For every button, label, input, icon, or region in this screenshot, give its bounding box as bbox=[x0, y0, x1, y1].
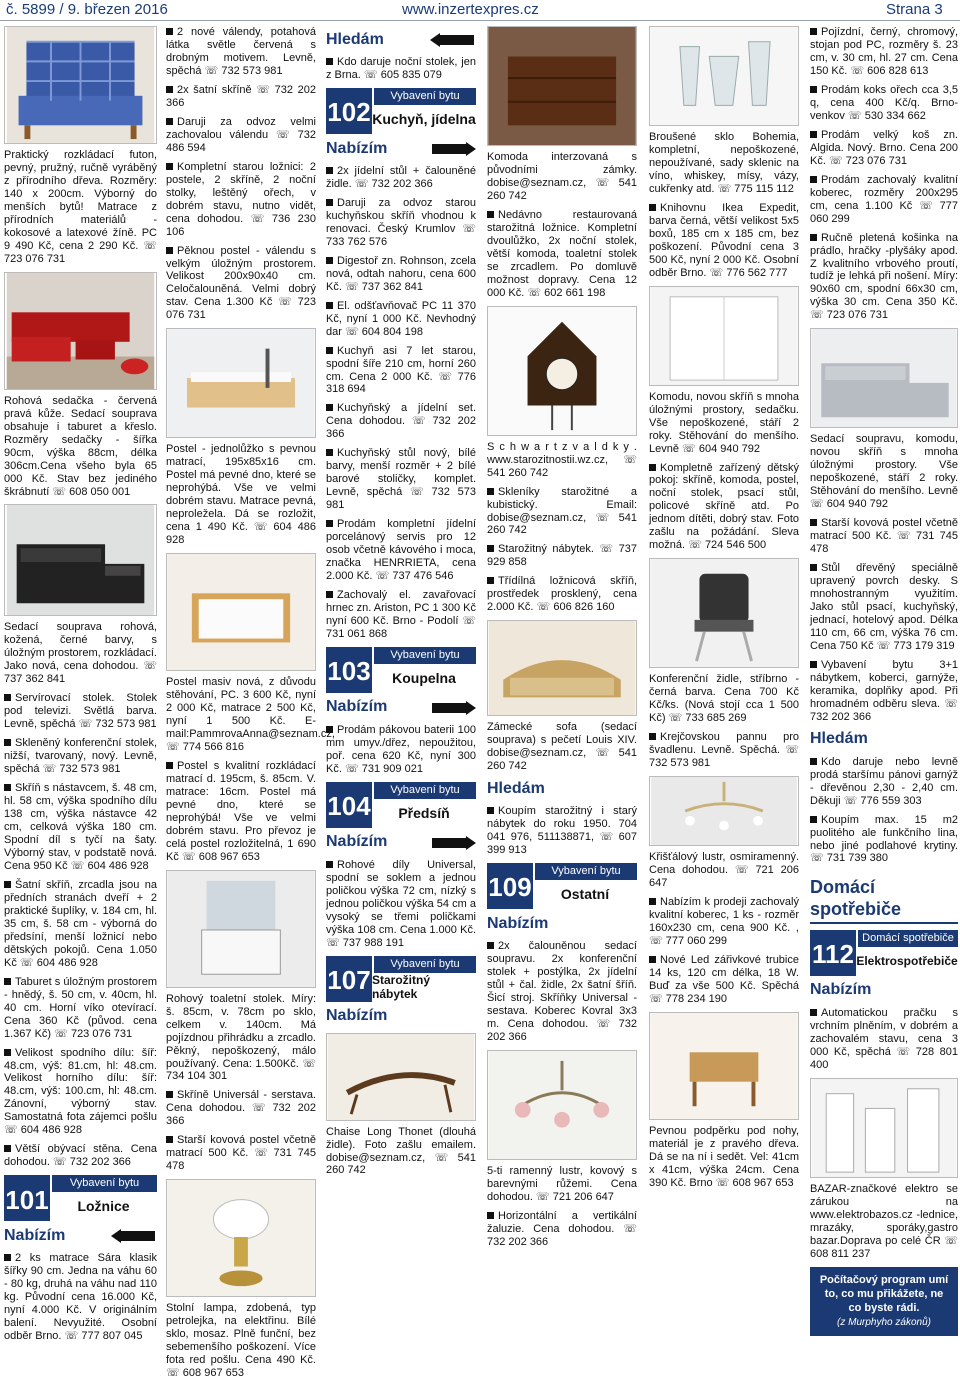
photo-chandelier bbox=[487, 1050, 637, 1160]
ad-text: 2 ks matrace Sára klasik šířky 90 cm. Jedna na váhu 60 - 80 kg, druhá na váhu nad 110 kg. Původní cena 16.000 Kč, nyní 4.000 Kč. V originálním balení. Nevyužité. Osobní odběr Brno. ☏ 777 807 045 bbox=[4, 1252, 157, 1343]
photo-crystal-chandelier bbox=[649, 776, 799, 846]
offer-label: Nabízím bbox=[487, 914, 549, 932]
offer-label: Nabízím bbox=[326, 1007, 388, 1025]
wanted-header bbox=[487, 779, 637, 799]
arrow-right-icon bbox=[430, 142, 476, 156]
photo-appliances bbox=[810, 1078, 958, 1178]
section-104 bbox=[326, 782, 476, 852]
promo-line: co byste rádi. bbox=[848, 1302, 920, 1315]
promo-box bbox=[810, 1267, 958, 1336]
section-102 bbox=[326, 88, 476, 158]
ad-text: Postel s kvalitní rozkládací matrací d. 195cm, š. 85cm. V. matrace: 16cm. Postel má pevné dno, které se neprohýbá! Vše ve velmi dobrém stavu. Pro převoz je celá postel rozložitelná, 1 690 Kč ☏ 608 967 653 bbox=[166, 759, 316, 863]
ad-text: Šatní skříň, zrcadla jsou na předních stranách dveří + 2 praktické šuplíky, v. 184 cm, hl. 35 cm, š. 58 cm - výborná do předsíní, menší ložnicí nebo dětských pokojů. Cena 1.050 Kč ☏ 604 486 928 bbox=[4, 878, 157, 969]
ad-text: Skleníky starožitné a kubistický. Email: dobise@seznam.cz, ☏ 541 260 742 bbox=[487, 485, 637, 537]
ad-text: 2x šatní skříně ☏ 732 202 366 bbox=[166, 83, 316, 109]
ad-text: Sedací souprava rohová, kožená, černé barvy, s úložným prostorem, rozkládací. Jako nová, cena dohodou. ☏ 737 362 841 bbox=[4, 621, 157, 686]
section-number: 104 bbox=[326, 782, 372, 828]
ad-text: Zachovalý el. zavařovací hrnec zn. Ariston, PC 1 300 Kč nyní 600 Kč. Brno - Podolí ☏ 731 061 868 bbox=[326, 589, 476, 640]
column-6 bbox=[810, 26, 958, 1336]
section-112 bbox=[810, 930, 958, 1000]
promo-source: (z Murphyho zákonů) bbox=[837, 1317, 931, 1329]
ad-text: Kompletní starou ložnici: 2 postele, 2 skříně, 2 noční stolky, leštěný ořech, v dobrém stavu, nutno vidět, cena dohodou. ☏ 736 230 106 bbox=[166, 160, 316, 238]
wanted-label: Hledám bbox=[326, 30, 384, 48]
column-2 bbox=[166, 26, 335, 1386]
ad-text: Rohové díly Universal, spodní se soklem a jednou poličkou výška 72 cm, nízký s jednou poličkou výška 54 cm a vysoký se třemi poličkami výška 108 cm. Cena 1.000 Kč. ☏ 737 988 191 bbox=[326, 858, 476, 949]
section-number: 107 bbox=[326, 956, 372, 1002]
photo-bed bbox=[166, 328, 316, 438]
column-3 bbox=[326, 26, 476, 1183]
arrow-left-icon bbox=[111, 1229, 157, 1243]
section-number: 109 bbox=[487, 863, 533, 909]
section-category: Vybavení bytu bbox=[52, 1175, 157, 1192]
wanted-header bbox=[810, 730, 958, 750]
section-category: Vybavení bytu bbox=[374, 956, 476, 973]
ad-text: Konferenční židle, stříbrno - černá barva. Cena 700 Kč Kč/ks. (Nová stojí cca 1 500 Kč) ☏ 733 685 269 bbox=[649, 673, 799, 725]
section-number: 101 bbox=[4, 1175, 50, 1221]
ad-text: Broušené sklo Bohemia, kompletní, nepoškozené, nepoužívané, sady sklenic na víno, whiskey, mísy, vázy, cukřenky atd. ☏ 775 115 112 bbox=[649, 131, 799, 195]
ad-text: S c h w a r t z v a l d k y . www.starozitnostii.wz.cz, ☏ 541 260 742 bbox=[487, 440, 637, 479]
column-4 bbox=[487, 26, 637, 1255]
section-number: 102 bbox=[326, 88, 372, 134]
section-category: Domácí spotřebiče bbox=[858, 930, 958, 947]
photo-grey-sofa bbox=[810, 328, 958, 428]
photo-wooden-bed bbox=[166, 553, 316, 671]
ad-text: Servírovací stolek. Stolek pod televizi. Světlá barva. Levně, spěchá ☏ 732 573 981 bbox=[4, 692, 157, 731]
section-101 bbox=[4, 1175, 157, 1245]
ad-text: Nedávno restaurovaná starožitná ložnice. Kompletní dvoulůžko, 2x noční stolek, větší komoda, toaletní stolek se zrcadlem. Po domluvě možnost dopravy. Cena 12 000 Kč. ☏ 602 661 198 bbox=[487, 208, 637, 299]
wanted-label: Hledám bbox=[810, 730, 868, 748]
ad-text: Křišťálový lustr, osmiramenný. Cena dohodou. ☏ 721 206 647 bbox=[649, 851, 799, 889]
section-name: Starožitný nábytek bbox=[372, 972, 431, 1002]
promo-line: Počítačový program umí bbox=[819, 1273, 949, 1286]
arrow-right-icon bbox=[430, 836, 476, 850]
ad-text: Automatickou pračku s vrchním plněním, v dobrém a zachovalém stavu, cena 3 000 Kč, spěchá ☏ 728 801 400 bbox=[810, 1006, 958, 1071]
ad-text: Skříň s nástavcem, š. 48 cm, hl. 58 cm, výška spodního dílu 138 cm, výška nástavce 42 cm, celková výška 180 cm. Spodní díl s tyčí na šaty. Výborný stav, v podstatě nová. Cena 950 Kč ☏ 604 486 928 bbox=[4, 782, 157, 872]
ad-text: Taburet s úložným prostorem - hnědý, š. 50 cm, v. 40cm, hl. 40 cm. Horní víko otevírací. Cena 360 Kč (původ. cena 1.367 Kč) ☏ 723 076 731 bbox=[4, 975, 157, 1040]
ad-text: Prodám zachovalý kvalitní koberec, rozměry 200x295 cm, cena 1.100 Kč ☏ 777 060 299 bbox=[810, 173, 958, 225]
column-5 bbox=[649, 26, 799, 1196]
photo-oil-lamp bbox=[166, 1179, 316, 1297]
ad-text: Ručně pletená košinka na prádlo, hračky -plyšáky apod. Z kvalitního vrbového proutí, tudíž je lehká při nošení. Míry: 90x60 cm, spodní 66x30 cm, výška 30 cm. Cena 350 Kč. ☏ 723 076 731 bbox=[810, 231, 958, 322]
ad-text: Pevnou podpěrku pod nohy, materiál je z pravého dřeva. Dá se na ní i sedět. Vel: 41cm x 41cm, výška 24cm. Cena 390 Kč. Brno ☏ 608 967 653 bbox=[649, 1124, 799, 1189]
ad-text: Kdo daruje noční stolek, jen z Brna. ☏ 605 835 079 bbox=[326, 56, 476, 81]
ad-text: Digestoř zn. Rohnson, zcela nová, odtah nahoru, cena 600 Kč. ☏ 737 362 841 bbox=[326, 254, 476, 293]
photo-dresser bbox=[487, 26, 637, 146]
photo-black-sofa bbox=[4, 504, 157, 616]
ad-text: Velikost spodního dílu: šíř: 48.cm, výš: 81.cm, hl: 48.cm. Velikost horního dílu: šíř: 48.cm, výš: 100.cm, hl: 48.cm. Zánovní, výborný stav. Samostatná fota zájemci pošlu ☏ 604 486 928 bbox=[4, 1046, 157, 1137]
ad-text: Starší kovová postel včetně matrací 500 Kč. ☏ 731 745 478 bbox=[810, 517, 958, 556]
ad-text: Rohová sedačka - červená pravá kůže. Sedací souprava obsahuje i taburet a křeslo. Rozměry sedačky - šířka 90cm, výška 88cm, délka 306cm.Cena všeho byla 65 000 Kč. Stav bez jediného škrábnutí ☏ 608 050 001 bbox=[4, 394, 157, 498]
offer-label: Nabízím bbox=[810, 981, 872, 999]
ad-text: Skříně Universál - serstava. Cena dohodou. ☏ 732 202 366 bbox=[166, 1089, 316, 1128]
ad-text: Koupím starožitný i starý nábytek do roku 1950. 704 041 976, 511138871, ☏ 607 399 913 bbox=[487, 805, 637, 857]
section-name: Předsíň bbox=[398, 805, 450, 821]
arrow-left-icon bbox=[430, 33, 476, 47]
ad-text: Komodu, novou skříň s mnoha úložnými prostory, sedačku. Vše nepoškozené, stáří 2 roky. Stěhování do menšího. Levně ☏ 604 940 792 bbox=[649, 390, 799, 455]
arrow-right-icon bbox=[430, 701, 476, 715]
ad-text: El. odšťavňovač PC 11 370 Kč, nyní 1 000 Kč. Nevhodný dar ☏ 604 804 198 bbox=[326, 299, 476, 338]
ad-text: Prodám pákovou baterii 100 mm umyv./dřez, nepoužitou, poř. cena 620 Kč, nyní 300 Kč. ☏ 731 909 021 bbox=[326, 723, 476, 775]
wanted-header bbox=[326, 30, 476, 50]
section-category: Vybavení bytu bbox=[374, 782, 476, 799]
ad-text: Praktický rozkládací futon, pevný, pružný, ručně vyráběný z přírodního dřeva. Rozměry: 140 x 200cm. Výborný do menších bytů! Matrace z přírodních materiálů - kokosové a latexové žíně. PC 9 490 Kč, cena 2 290 Kč. ☏ 723 076 731 bbox=[4, 149, 157, 265]
section-category: Vybavení bytu bbox=[535, 863, 637, 880]
ad-text: Starší kovová postel včetně matrací 500 Kč. ☏ 731 745 478 bbox=[166, 1134, 316, 1173]
ad-text: Prodám velký koš zn. Algida. Nový. Brno. Cena 200 Kč. ☏ 723 076 731 bbox=[810, 128, 958, 167]
section-name: Koupelna bbox=[392, 670, 456, 687]
ad-text: Postel masiv nová, z důvodu stěhování, PC. 3 600 Kč, nyní 2 000 Kč, matrace 2 500 Kč, nyní 1 500 Kč. E-mail:PammrovaAnna@seznam.cz, ☏ 774 566 816 bbox=[166, 676, 335, 753]
ad-text: Chaise Long Thonet (dlouhá židle). Foto zašlu emailem. dobise@seznam.cz, ☏ 541 260 742 bbox=[326, 1125, 476, 1177]
photo-footrest bbox=[649, 1012, 799, 1120]
ad-text: Prodám kompletní jídelní porcelánový servis pro 12 osob včetně kávového i moca, značka HENRRIETA, cena 2.000 Kč. ☏ 737 476 546 bbox=[326, 518, 476, 583]
ad-text: Daruji za odvoz starou kuchyňskou skříň vhodnou k renovaci. Český Krumlov ☏ 733 762 576 bbox=[326, 196, 476, 248]
ad-text: 2x jídelní stůl + čalouněné židle. ☏ 732 202 366 bbox=[326, 164, 476, 190]
photo-chaise-long bbox=[326, 1033, 476, 1121]
ad-text: Vybavení bytu 3+1 nábytkem, koberci, garnýže, keramika, doplňky apod. Při hromadném odběru sleva. ☏ 732 202 366 bbox=[810, 658, 958, 723]
offer-label: Nabízím bbox=[326, 833, 388, 851]
ad-text: Kuchyň asi 7 let starou, spodní šíře 210 cm, horní 260 cm. Cena 2 000 Kč. ☏ 776 318 694 bbox=[326, 344, 476, 396]
ad-text: Rohový toaletní stolek. Míry: š. 85cm, v. 78cm po sklo, celkem v. 140cm. Má pojízdnou přihrádku a zrcadlo. Pěkný, nepoškozený, málo používaný. Cena: 1.500Kč. ☏ 734 104 301 bbox=[166, 992, 316, 1083]
ad-text: Kompletně zařízený dětský pokoj: skříně, komoda, postel, noční stolek, psací stůl, policové skříně atd. Po jednom dítěti, dobrý stav. Foto zašlu na požádání. Sleva možná. ☏ 724 546 500 bbox=[649, 461, 799, 552]
photo-crystal-glass bbox=[649, 26, 799, 126]
ad-text: Krejčovskou pannu pro švadlenu. Levně. Spěchá. ☏ 732 573 981 bbox=[649, 731, 799, 770]
ad-text: BAZAR-značkové elektro se zárukou na www.elektrobazos.cz -lednice, mrazáky, sporáky,gastro bazar.Doprava po celé ČR ☏ 608 811 237 bbox=[810, 1182, 958, 1260]
ad-text: Kuchyňský a jídelní set. Cena dohodou. ☏ 732 202 366 bbox=[326, 402, 476, 441]
ad-text: Skleněný konferenční stolek, nižší, tvarovaný, nový. Levně, spěchá ☏ 732 573 981 bbox=[4, 737, 157, 776]
offer-label: Nabízím bbox=[4, 1226, 66, 1244]
section-number: 103 bbox=[326, 647, 372, 693]
section-name: Kuchyň, jídelna bbox=[372, 111, 476, 128]
ad-text: Horizontální a vertikální žaluzie. Cena dohodou. ☏ 732 202 366 bbox=[487, 1209, 637, 1248]
section-category: Vybavení bytu bbox=[374, 88, 476, 105]
ad-text: Stůl dřevěný speciálně upravený povrch desky. S mnohostranným využitím. Jako stůl psací, kuchyňský, jednací, hotelový apod. Délka 110 cm, 66 cm, výška 76 cm. Cena 750 Kč ☏ 773 179 319 bbox=[810, 562, 958, 652]
ad-text: Sedací soupravu, komodu, novou skříň s mnoha úložnými prostory. Vše nepoškozené, stáří 2 roky. Stěhování do menšího. Levně ☏ 604 940 792 bbox=[810, 433, 958, 511]
section-name: Elektrospotřebiče bbox=[856, 954, 958, 969]
photo-cuckoo-clock bbox=[487, 306, 637, 436]
section-name: Ostatní bbox=[560, 886, 610, 903]
ad-text: Kuchyňský stůl nový, bílé barvy, menší rozměr + 2 bílé barové stoličky, komplet. Levně, spěchá ☏ 732 573 981 bbox=[326, 447, 476, 512]
ad-text: Stolní lampa, zdobená, typ petrolejka, na elektřinu. Bílé sklo, mosaz. Plně funční, bez sebemenšího poškození. Více fota red pošlu. Cena 490 Kč. ☏ 608 967 653 bbox=[166, 1302, 316, 1380]
promo-line: to, co mu přikážete, ne bbox=[824, 1287, 944, 1300]
ad-text: Kdo daruje nebo levně prodá staršímu pánovi garnýž - dřevěnou 2,30 - 2,40 cm. Děkuji ☏ 776 559 303 bbox=[810, 755, 958, 807]
photo-vanity-table bbox=[166, 870, 316, 988]
ad-text: Pojízdní, černý, chromový, stojan pod PC, rozměry š. 23 cm, v. 30 cm, hl. 27 cm. Cena 150 Kč. ☏ 606 828 613 bbox=[810, 26, 958, 77]
appliances-heading: Domácí spotřebiče bbox=[810, 871, 958, 923]
page-number: Strana 3 bbox=[886, 1, 943, 18]
ad-text: 2 nové válendy, potahová látka světle červená s drobným motivem. Levně, spěchá ☏ 732 573 981 bbox=[166, 26, 316, 77]
ad-text: Nabízím k prodeji zachovalý kvalitní koberec, 1 ks - rozměr 160x230 cm, cena 900 Kč. , ☏ 777 060 299 bbox=[649, 895, 799, 947]
photo-futon bbox=[4, 26, 157, 144]
offer-label: Nabízím bbox=[326, 698, 388, 716]
section-109 bbox=[487, 863, 637, 933]
photo-red-sofa bbox=[4, 272, 157, 390]
ad-text: Větší obývací stěna. Cena dohodou. ☏ 732 202 366 bbox=[4, 1143, 157, 1169]
section-107 bbox=[326, 956, 476, 1026]
ad-text: Knihovnu Ikea Expedit, barva černá, větší velikost 5x5 boxů, 185 cm x 185 cm, bez poškození. Původní cena 3 500 Kč, nyní 2 000 Kč. Osobní odběr Brno. ☏ 776 562 777 bbox=[649, 201, 799, 279]
photo-office-chair bbox=[649, 558, 799, 668]
ad-text: Prodám koks ořech cca 3,5 q, cena 400 Kč/q. Brno-venkov ☏ 530 334 662 bbox=[810, 83, 958, 122]
photo-white-wardrobe bbox=[649, 286, 799, 386]
site-url[interactable]: www.inzertexpres.cz bbox=[402, 1, 539, 18]
wanted-label: Hledám bbox=[487, 779, 545, 797]
ad-text: Pěknou postel - válendu s velkým úložným prostorem. Velikost 200x90x40 cm. Celočalouněná. Velmi dobrý stav. Cena 1.300 Kč ☏ 723 076 731 bbox=[166, 244, 316, 322]
ad-text: Postel - jednolůžko s pevnou matrací, 195x85x16 cm. Postel má pevné dno, které se neprohýbá. Vše ve velmi dobrém stavu. Matrace pevná, neproležela. Dá se rozložit, cena 1 490 Kč. ☏ 604 486 928 bbox=[166, 443, 316, 547]
issue-info: č. 5899 / 9. březen 2016 bbox=[6, 1, 168, 18]
ad-text: Daruji za odvoz velmi zachovalou válendu ☏ 732 486 594 bbox=[166, 115, 316, 154]
page-header bbox=[0, 0, 960, 21]
ad-text: Koupím max. 15 m2 puolitého ale funkčního lina, nebo jiné podlahové krytiny. ☏ 731 739 380 bbox=[810, 813, 958, 865]
ad-text: 5-ti ramenný lustr, kovový s barevnými růžemi. Cena dohodou. ☏ 721 206 647 bbox=[487, 1164, 637, 1203]
ad-text: Komoda interzovaná s původními zámky. dobise@seznam.cz, ☏ 541 260 742 bbox=[487, 151, 637, 202]
ad-text: 2x čalouněnou sedací soupravu. 2x konferenční stolek + postýlka, 2x jídelní stůl + čal. židle, 2x šatní šříň. Šicí stroj. Skříňky Universal - sestava. Koberec Kovral 3x3 m. Cena dohodou. ☏ 732 202 366 bbox=[487, 940, 637, 1043]
section-number: 112 bbox=[810, 930, 856, 976]
ad-text: Zámecké sofa (sedací souprava) s pečetí Louis XIV. dobise@seznam.cz, ☏ 541 260 742 bbox=[487, 721, 637, 773]
ad-text: Třídílná ložnicová skříň, prostředek prosklený, cena 2.000 Kč. ☏ 606 826 160 bbox=[487, 575, 637, 614]
section-name: Ložnice bbox=[77, 1198, 130, 1215]
photo-louis-sofa bbox=[487, 620, 637, 716]
ad-text: Nové Led zářivkové trubice 14 ks, 120 cm délka, 18 W. Buď za vše 500 Kč. Spěchá ☏ 778 234 190 bbox=[649, 953, 799, 1005]
section-103 bbox=[326, 647, 476, 717]
offer-label: Nabízím bbox=[326, 139, 388, 157]
ad-text: Starožitný nábytek. ☏ 737 929 858 bbox=[487, 543, 637, 569]
section-category: Vybavení bytu bbox=[374, 647, 476, 664]
column-1 bbox=[4, 26, 157, 1349]
